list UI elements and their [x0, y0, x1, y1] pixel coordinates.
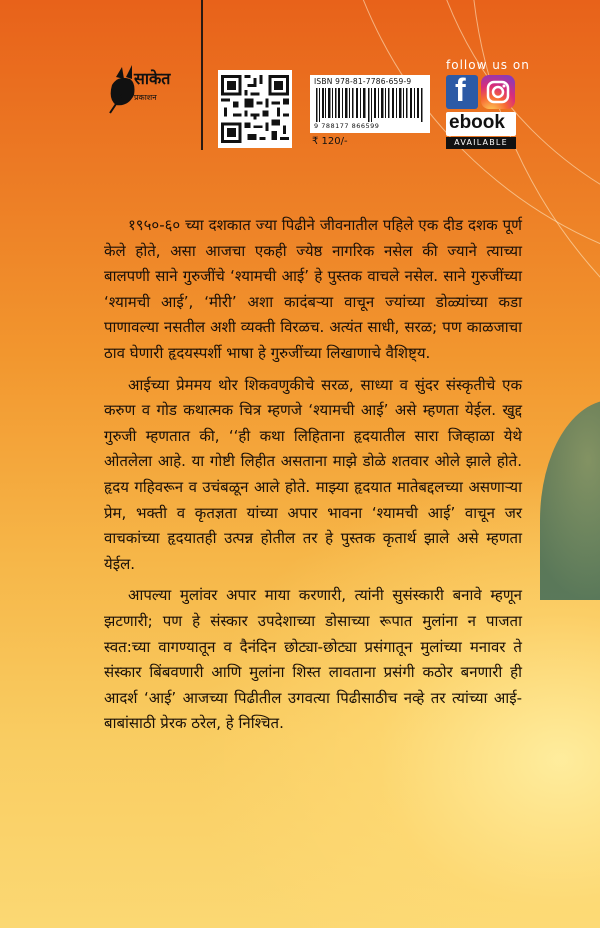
follow-us-label: follow us on — [446, 58, 530, 72]
header-divider — [201, 0, 203, 150]
isbn-barcode-block — [310, 75, 430, 149]
ebook-badge[interactable]: ebook — [446, 112, 516, 136]
price-label: ₹ 120/- — [312, 136, 348, 147]
instagram-icon[interactable] — [481, 75, 515, 109]
facebook-icon[interactable]: f — [446, 75, 478, 109]
blurb-text — [104, 213, 522, 743]
barcode-icon — [316, 88, 424, 122]
ean-digits: 9 788177 866599 — [314, 122, 380, 130]
ebook-available-label: AVAILABLE — [446, 137, 516, 149]
qr-code-icon — [218, 70, 292, 148]
isbn-number: ISBN 978-81-7786-659-9 — [314, 77, 412, 86]
barcode-panel — [310, 75, 430, 133]
green-hill-graphic — [540, 400, 600, 600]
publisher-sub: प्रकाशन — [134, 93, 157, 102]
publisher-name: साकेत — [134, 69, 171, 88]
blurb-paragraph-2: आईच्या प्रेममय थोर शिकवणुकीचे सरळ, साध्या व सुंदर संस्कृतीचे एक करुण व गोड कथात्मक चित्र म्हणजे ‘श्यामची आई’ असे म्हणता येईल. खुद्द गुरुजी म्हणतात की, ‘‘ही कथा लिहिताना हृदयातील सारा जिव्हाळा येथे ओतलेला आहे. या गोष्टी लिहीत असताना माझे डोळे शतवार ओले झाले होते. हृदय गहिवरून व उचंबळून आले होते. माझ्या हृदयात मातेबद्दलच्या असणाऱ्या प्रेम, भक्ती व कृतज्ञता यांच्या अपार भावना ‘श्यामची आई’ वाचून जर वाचकांच्या हृदयातही उत्पन्न होतील तर हे पुस्तक कृतार्थ झाले असे म्हणता येईल. — [104, 375, 522, 573]
blurb-paragraph-1: १९५०-६० च्या दशकात ज्या पिढीने जीवनातील पहिले एक दीड दशक पूर्ण केले होते, असा आजचा एकही ज्येष्ठ नागरिक नसेल की ज्याने त्याच्या बालपणी साने गुरुजींचे ‘श्यामची आई’ हे पुस्तक वाचले नसेल. साने गुरुजींच्या ‘श्यामची आई’, ‘मीरी’ अशा कादंबऱ्या वाचून ज्यांच्या डोळ्यांच्या कडा पाणावल्या नसतील अशी व्यक्ती विरळच. अत्यंत साधी, सरळ; पण काळजाचा ठाव घेणारी हृदयस्पर्शी भाषा हे गुरुजींच्या लिखाणाचे वैशिष्ट्य. — [104, 216, 522, 362]
blurb-paragraph-3: आपल्या मुलांवर अपार माया करणारी, त्यांनी सुसंस्कारी बनावे म्हणून झटणारी; पण हे संस्कार उपदेशाच्या डोसाच्या रूपात मुलांना न पाजता स्वत:च्या वागण्यातून व दैनंदिन छोट्या-छोट्या प्रसंगातून मुलांच्या मनावर ते संस्कार बिंबवणारी आणि मुलांना शिस्त लावताना प्रसंगी कठोर बनणारी ही आदर्श ‘आई’ आजच्या पिढीतील उगवत्या पिढीसाठीच नव्हे तर त्यांच्या आई-बाबांसाठी प्रेरक ठरेल, हे निश्चित. — [104, 586, 522, 733]
